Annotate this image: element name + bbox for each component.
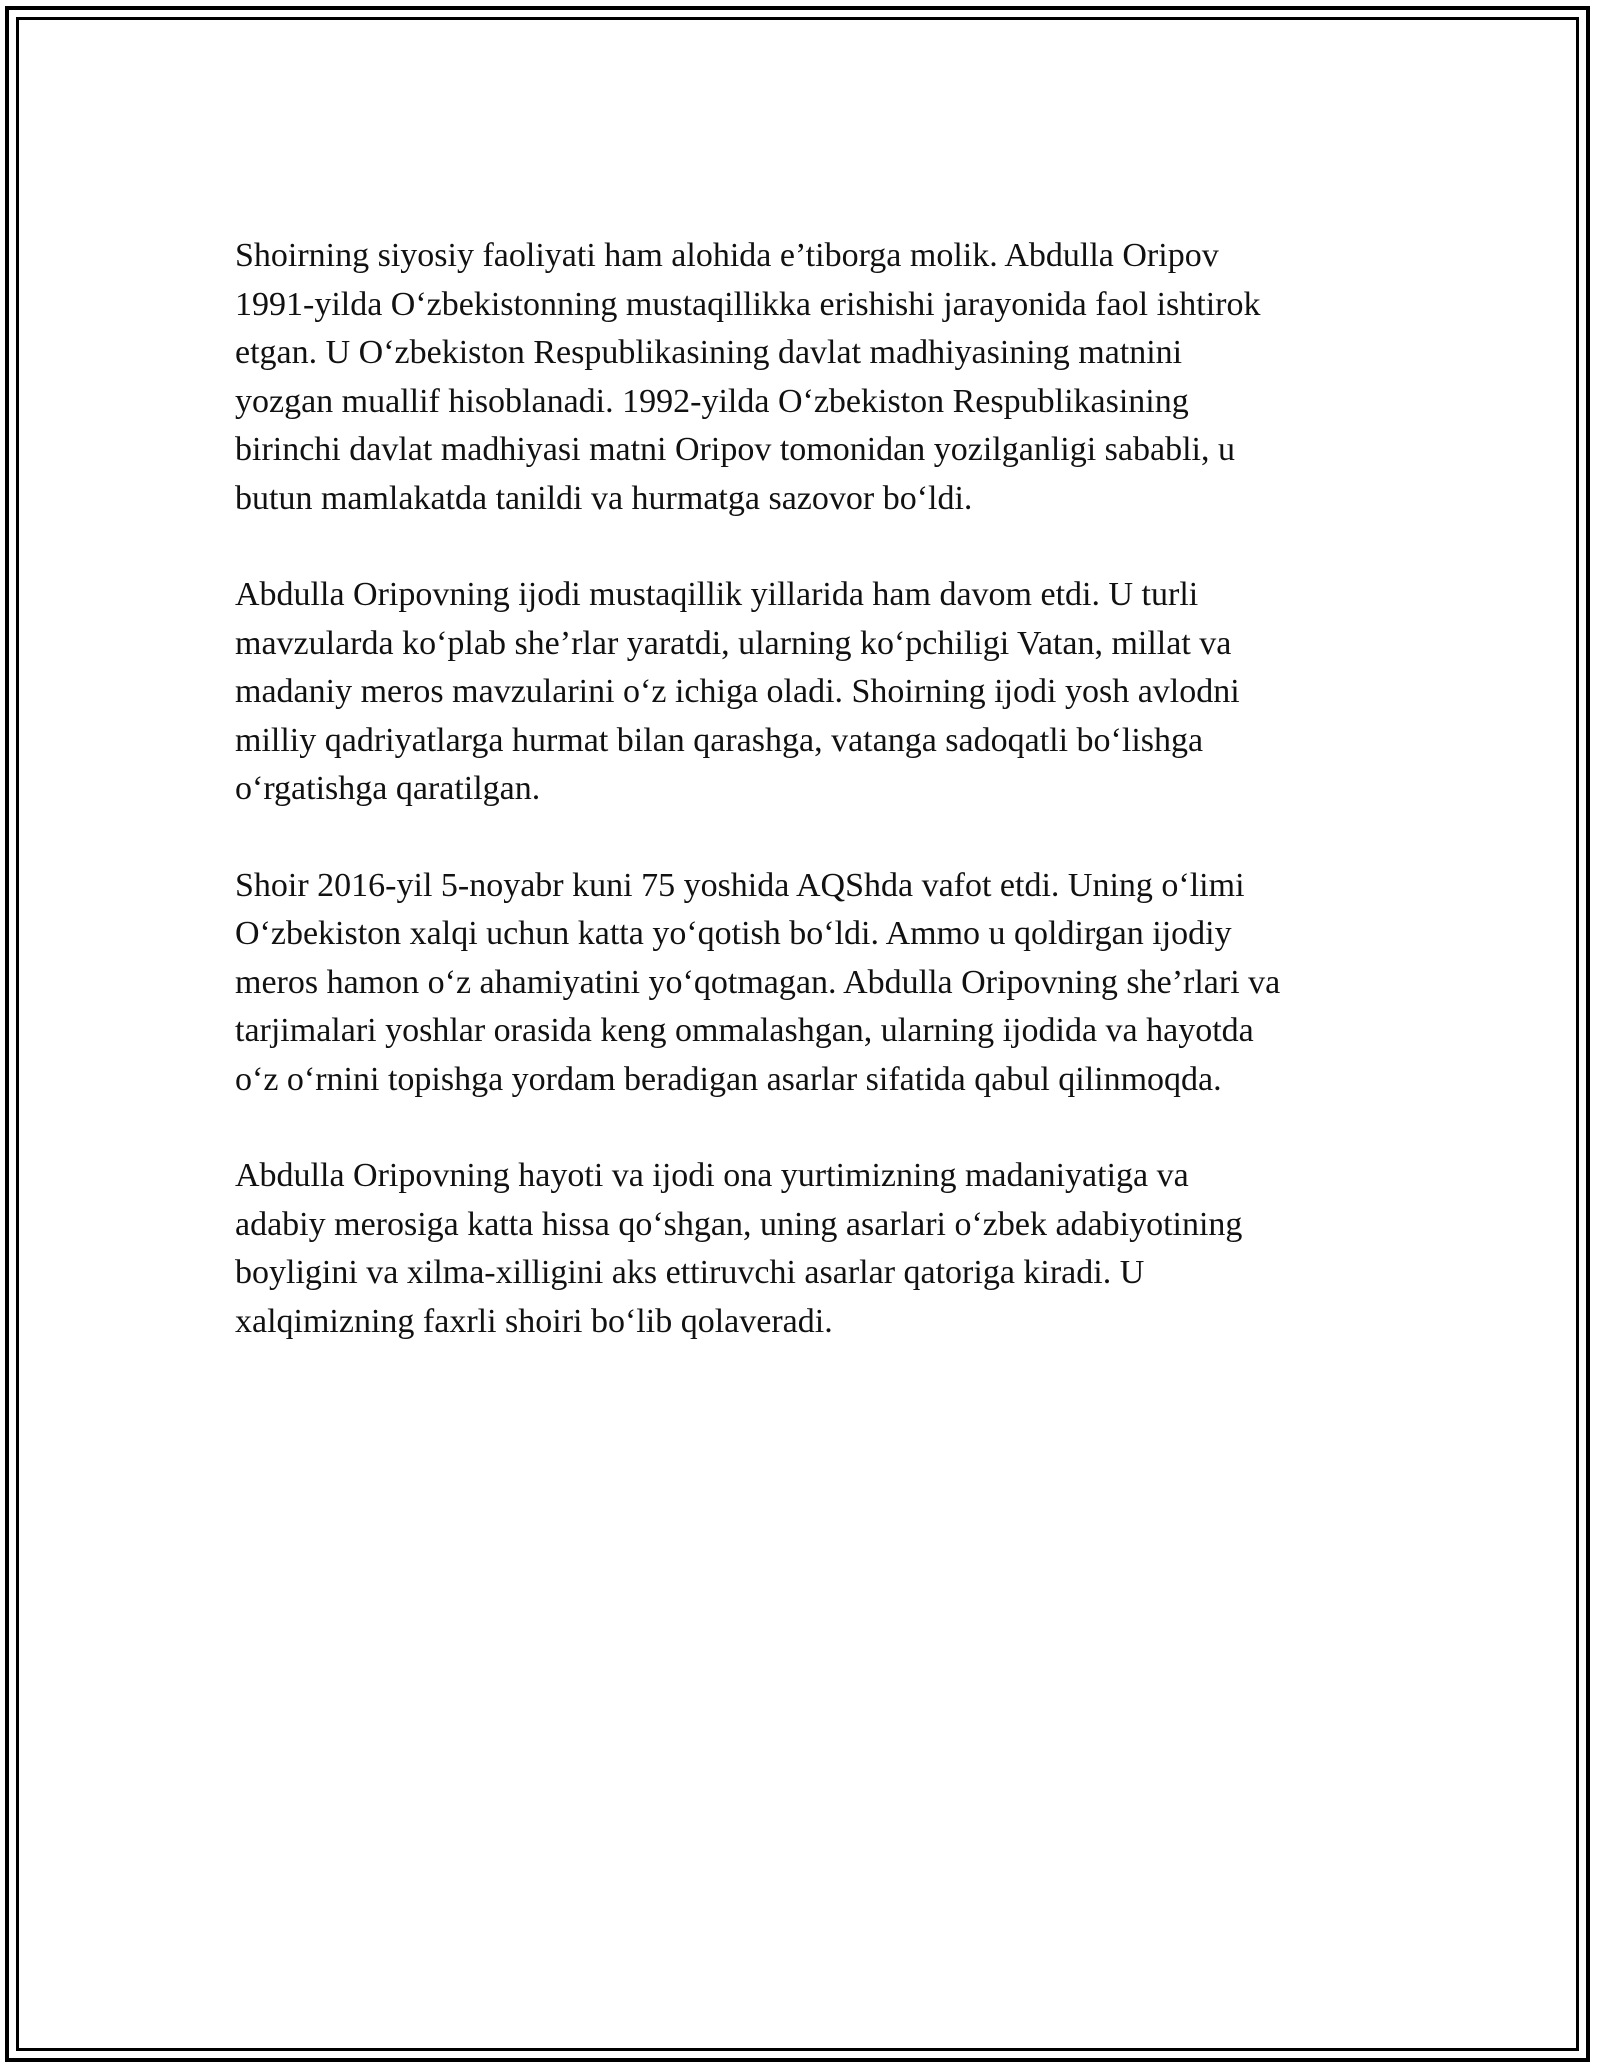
paragraph-conclusion: Abdulla Oripovning hayoti va ijodi ona yurtimizning madaniyatiga va adabiy merosiga katta hissa qo‘shgan, uning asarlari o‘zbek adabiyotining boyligini va xilma-xilligini aks ettiruvchi asarlar qatoriga kiradi. U xalqimizning faxrli shoiri bo‘lib qolaveradi. <box>235 1157 1243 1340</box>
paragraph-death-and-legacy: Shoir 2016-yil 5-noyabr kuni 75 yoshida AQShda vafot etdi. Uning o‘limi O‘zbekiston xalqi uchun katta yo‘qotish bo‘ldi. Ammo u qoldirgan ijodiy meros hamon o‘z ahamiyatini yo‘qotmagan. Abdulla Oripovning she’rlari va tarjimalari yoshlar orasida keng ommalashgan, ularning ijodida va hayotda o‘z o‘rnini topishga yordam beradigan asarlar sifatida qabul qilinmoqda. <box>235 866 1281 1098</box>
paragraph-political-activity: Shoirning siyosiy faoliyati ham alohida e’tiborga molik. Abdulla Oripov 1991-yilda O‘zbekistonning mustaqillikka erishishi jarayonida faol ishtirok etgan. U O‘zbekiston Respublikasining davlat madhiyasining matnini yozgan muallif hisoblanadi. 1992-yilda O‘zbekiston Respublikasining birinchi davlat madhiyasi matni Oripov tomonidan yozilganligi sababli, u butun mamlakatda tanildi va hurmatga sazovor bo‘ldi. <box>235 237 1261 517</box>
document-body <box>235 232 1380 1394</box>
paragraph-independence-era-work: Abdulla Oripovning ijodi mustaqillik yillarida ham davom etdi. U turli mavzularda ko‘plab she’rlar yaratdi, ularning ko‘pchiligi Vatan, millat va madaniy meros mavzularini o‘z ichiga oladi. Shoirning ijodi yosh avlodni milliy qadriyatlarga hurmat bilan qarashga, vatanga sadoqatli bo‘lishga o‘rgatishga qaratilgan. <box>235 576 1240 807</box>
